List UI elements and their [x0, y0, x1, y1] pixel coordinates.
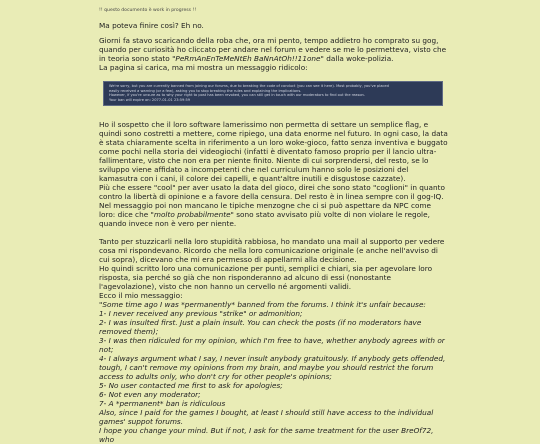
email-line: Also, since I paid for the games I bought, at least I should still have access to the individual games' suppot forums.: [99, 408, 434, 426]
email-line: 2- I was insulted first. Just a plain insult. You can check the posts (if no moderators have removed them);: [99, 318, 422, 336]
intro-paragraph: [99, 36, 449, 72]
email-line: "Some time ago I was *permanently* banned from the forums. I think it's unfair because:: [99, 300, 426, 309]
analysis-paragraph: Ho il sospetto che il loro software lamerissimo non permetta di settare un semplice flag, e quindi sono costretti a mettere, come ripiego, una data enorme nel futuro. In ogni caso, la data è stata chiaramente scelta in riferimento a un loro woke-gioco, fatto senza inventiva e buggato come pochi nella storia dei videogiochi (infatti è diventato famoso proprio per il lancio ultra-fallimentare, visto che non era per niente finito. Niente di cui sorprendersi, del resto, se lo sviluppo viene affidato a incompetenti che nel curriculum hanno solo le posizioni del kamasutra con i cani, il colore dei capelli, e quant'altre inutili e disgustose cazzate). Più che essere "cool" per aver usato la data del gioco, direi che sono stato "coglioni" in quanto contro la libertà di opinione e a favore della censura. Del resto è in linea sempre con il gog-IQ. Nel messaggio poi non mancano le tipiche menzogne che ci si può aspettare da NPC come loro: dice che "molto probabilmente" sono stato avvisato più volte di non violare le regole, quando invece non è vero per niente.: [99, 120, 448, 228]
ban-message-line: We're sorry, but you are currently banned from joining our forums, due to breaking the code of conduct (you can see it here). Most probably, you've placed: [109, 84, 389, 88]
ban-message-line: However, if you're unsure as to why your right to post has been revoked, you can still get in touch with our moderators to find out the reason.: [109, 93, 365, 98]
intro-text: Giorni fa stavo scaricando della roba che, ora mi pento, tempo addietro ho comprato su gog, quando per curiosità ho cliccato per andare nel forum e vedere se me lo permetteva, visto che in teoria sono stato "PeRmAnEnTeMeNtEh BaNnAtOh!!11one" dalla woke-polizia.: [99, 36, 447, 63]
support-email-quote: [99, 300, 449, 444]
email-line: 7- A *permanent* ban is ridiculous: [99, 399, 226, 408]
support-paragraph: Tanto per stuzzicarli nella loro stupidità rabbiosa, ho mandato una mail al supporto per vedere cosa mi rispondevano. Ricordo che nella loro comunicazione originale (e anche nell'avviso di cui sopra), dicevano che mi era permesso di appellarmi alla decisione. Ho quindi scritto loro una comunicazione per punti, semplici e chiari, sia per agevolare loro risposta, sia perché so già che non risponderanno ad alcuno di essi (nonostante l'agevolazione), visto che non hanno un cervello né argomenti validi. Ecco il mio messaggio:: [99, 237, 445, 300]
page-title: Ma poteva finire così? Eh no.: [99, 21, 204, 30]
email-line: 4- I always argument what I say, I never insult anybody gratuitously. If anybody gets offended, tough, I can't remove my opinions from my brain, and maybe you should restrict the forum access to adults only, who don't cry for other people's opinions;: [99, 354, 446, 381]
intro-line-2: La pagina si carica, ma mi mostra un messaggio ridicolo:: [99, 63, 308, 72]
email-line: I hope you change your mind. But if not, I ask for the same treatment for the user BreOf72, who: [99, 426, 434, 444]
mocked-ban-quote: "PeRmAnEnTeMeNtEh BaNnAtOh!!11one": [172, 54, 324, 63]
forum-ban-message-screenshot: [103, 81, 443, 106]
email-line: 1- I never received any previous "strike" or admonition;: [99, 309, 303, 318]
ban-expiry-line: Your ban will expire on: 2077-01-01 23:59:59: [109, 97, 191, 102]
email-line: 3- I was then ridiculed for my opinion, which I'm free to have, whether anybody agrees with or not;: [99, 336, 445, 354]
email-line: 5- No user contacted me first to ask for apologies;: [99, 381, 283, 390]
probably-quote: "molto probabilmente": [150, 210, 234, 219]
email-line: 6- Not even any moderator;: [99, 390, 201, 399]
ban-message-line: easily received a warning (or a few), asking you to stop breaking the rules and explaining the implications.: [109, 88, 302, 93]
work-in-progress-notice: !! questo documento è work in progress !!: [99, 8, 197, 13]
